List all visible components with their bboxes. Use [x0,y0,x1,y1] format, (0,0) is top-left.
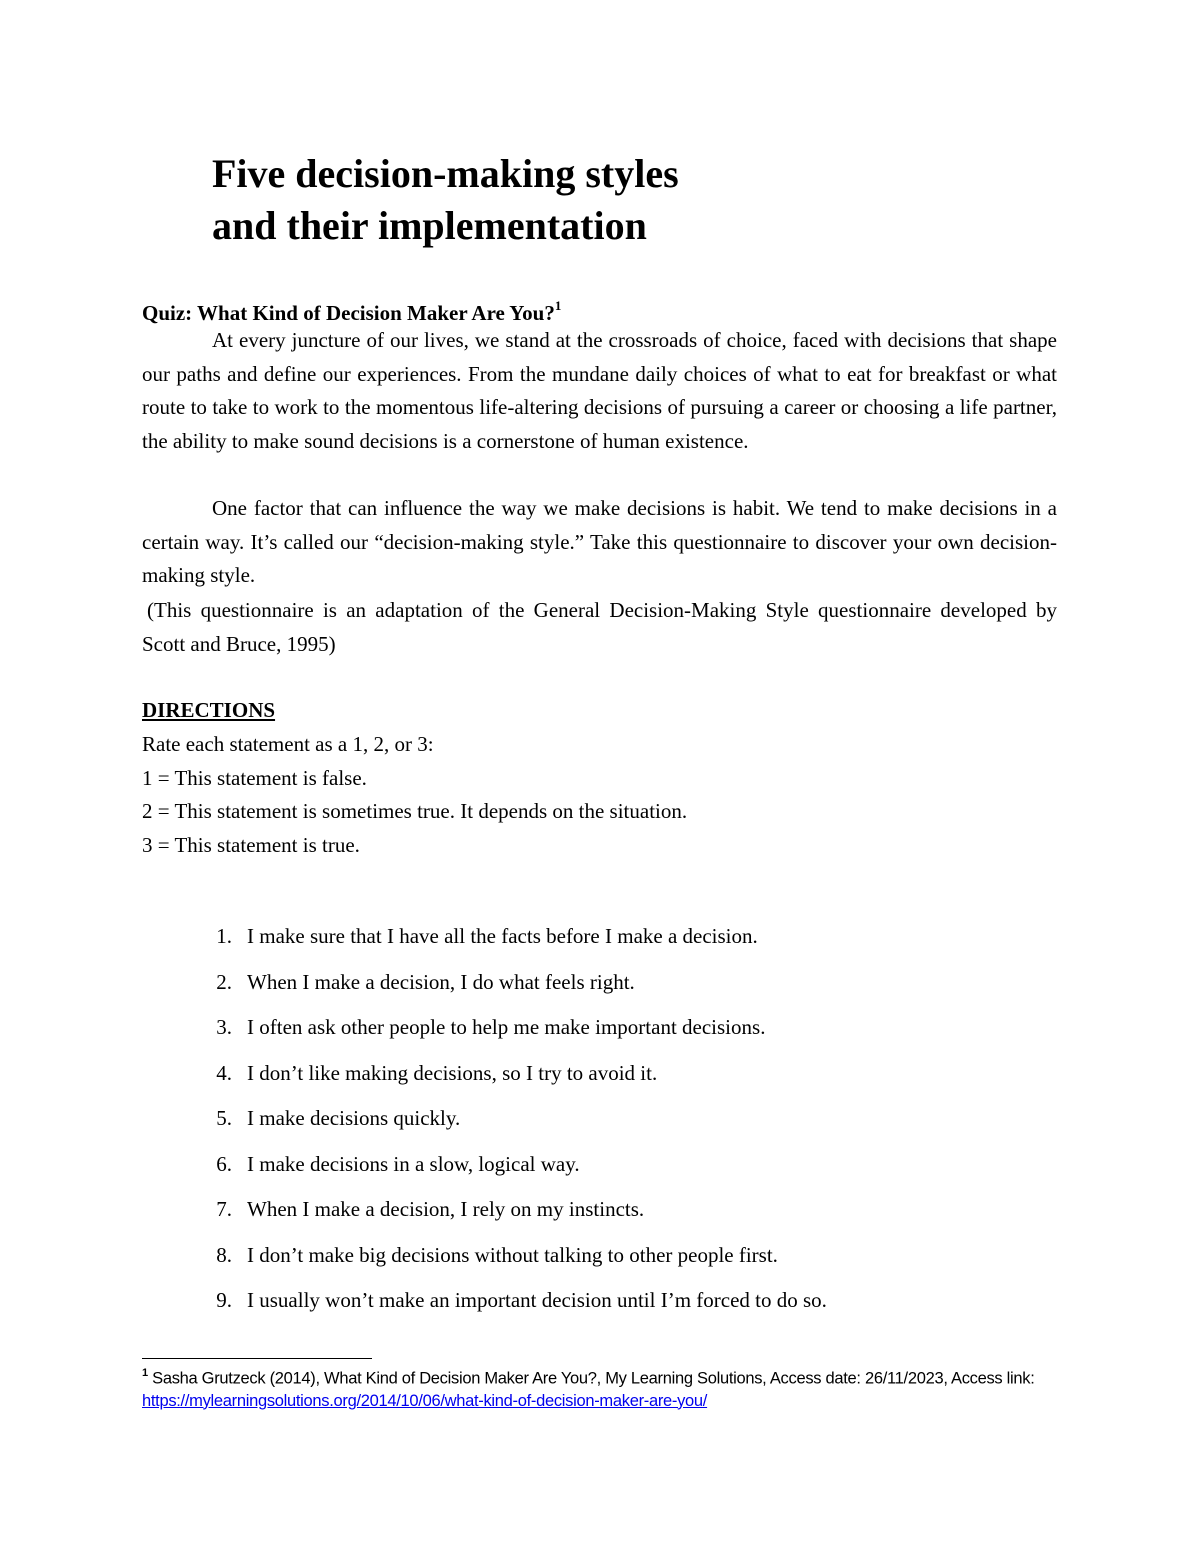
intro-paragraph-1: At every juncture of our lives, we stand at the crossroads of choice, faced with decisions that shape our paths and define our experiences. From the mundane daily choices of what to eat for breakfast or what route to take to work to the momentous life-altering decisions of pursuing a career or choosing a life partner, the ability to make sound decisions is a cornerstone of human existence. [142,328,1057,453]
statement-text: When I make a decision, I rely on my instincts. [247,1197,645,1221]
statement-number: 1. [216,924,232,948]
statement-number: 3. [216,1015,232,1039]
footnote-text: Sasha Grutzeck (2014), What Kind of Decision Maker Are You?, My Learning Solutions, Access date: 26/11/2023, Access link: [147,1369,1035,1388]
footnote-reference[interactable]: 1 [554,298,562,313]
statement-text: I don’t make big decisions without talking to other people first. [247,1242,778,1267]
directions-list [142,728,687,862]
statement-text: I often ask other people to help me make important decisions. [247,1015,766,1039]
intro-paragraph-2: One factor that can influence the way we make decisions is habit. We tend to make decisions in a certain way. It’s called our “decision-making style.” Take this questionnaire to discover your own decision-making style. [142,496,1057,587]
directions-heading: DIRECTIONS [142,698,276,722]
footnote-marker: 1 [142,1367,148,1379]
statement-text: I usually won’t make an important decision until I’m forced to do so. [247,1288,827,1312]
directions-line: 2 = This statement is sometimes true. It depends on the situation. [142,799,688,823]
footnote [142,1363,1042,1412]
directions-line: 3 = This statement is true. [142,832,360,857]
intro-paragraph-3: (This questionnaire is an adaptation of the General Decision-Making Style questionnaire developed by Scott and Bruce, 1995) [142,598,1057,656]
statement-number: 8. [216,1242,232,1267]
statement-number: 7. [216,1197,232,1221]
footnote-link[interactable]: https://mylearningsolutions.org/2014/10/06/what-kind-of-decision-maker-are-you/ [142,1391,708,1410]
statement-text: When I make a decision, I do what feels right. [247,969,635,994]
statement-text: I make decisions quickly. [247,1106,461,1130]
directions-line: 1 = This statement is false. [142,765,367,790]
statement-number: 4. [216,1060,232,1085]
quiz-heading-text: Quiz: What Kind of Decision Maker Are You? [142,301,555,325]
title-line-1: Five decision-making styles [212,151,679,196]
title-line-2: and their implementation [212,203,647,248]
statement-text: I make decisions in a slow, logical way. [247,1151,580,1176]
directions-line: Rate each statement as a 1, 2, or 3: [142,732,434,756]
statement-number: 5. [216,1106,232,1130]
statement-text: I make sure that I have all the facts before I make a decision. [247,924,758,948]
statement-number: 6. [216,1151,232,1176]
footnote-separator [142,1358,372,1359]
statement-text: I don’t like making decisions, so I try to avoid it. [247,1060,658,1085]
statement-number: 9. [216,1288,232,1312]
statement-number: 2. [216,969,232,994]
document-title [212,148,679,252]
